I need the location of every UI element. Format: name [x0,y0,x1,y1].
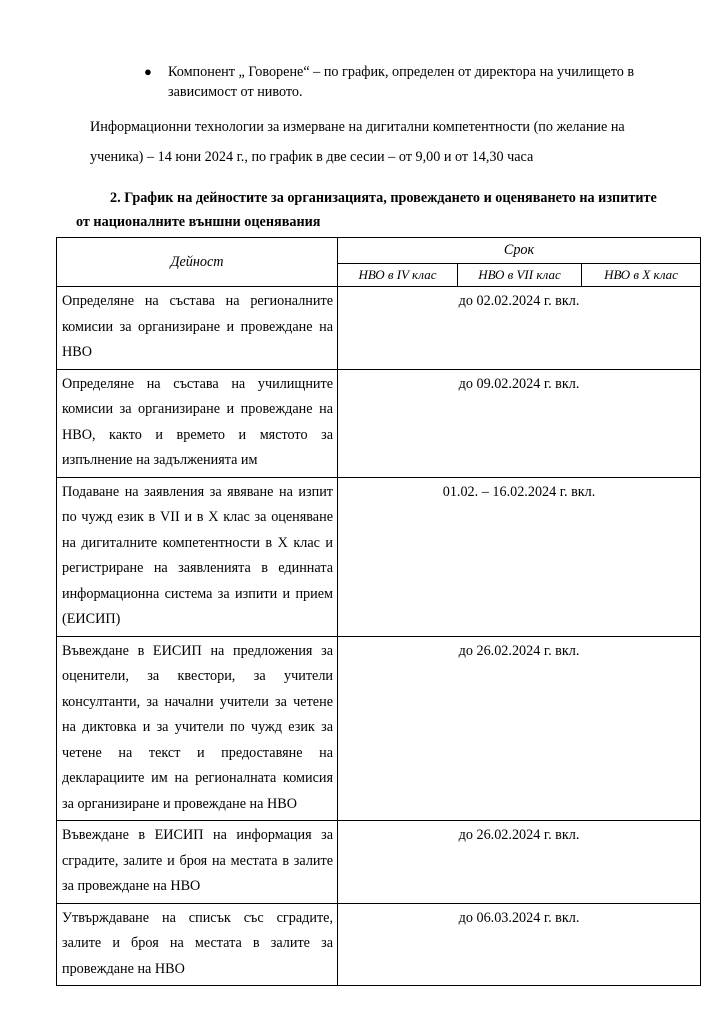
table-row [57,821,701,904]
info-paragraph: Информационни технологии за измерване на дигитални компетентности (по желание на ученика) – 14 юни 2024 г., по график в две сесии – от 9,00 и от 14,30 часа [90,119,625,165]
table-row [57,903,701,986]
bullet-icon: ● [144,64,152,79]
section-heading-line1: 2. График на дейностите за организацията, провеждането и оценяването на изпитите [110,190,657,206]
date-cell: до 26.02.2024 г. вкл. [338,821,701,904]
section-heading [76,186,686,234]
table-row [57,636,701,821]
activity-cell: Въвеждане в ЕИСИП на информация за сградите, залите и броя на местата в залите за провеждане на НВО [57,821,338,904]
header-term: Срок [338,238,701,264]
table-row [57,477,701,636]
schedule-table [56,237,701,986]
date-cell: до 06.03.2024 г. вкл. [338,903,701,986]
activity-cell: Въвеждане в ЕИСИП на предложения за оценители, за квестори, за учители консултанти, за начални учители за четене на диктовка и за учители по чужд език за четене на текст и предоставяне на декларациите им на регионалната комисия за организиране и провеждане на НВО [57,636,338,821]
date-cell: до 02.02.2024 г. вкл. [338,287,701,370]
activity-cell: Подаване на заявления за явяване на изпит по чужд език в VII и в X клас за оценяване на дигиталните компетентности в X клас и регистриране на заявленията в единната информационна система за изпити и прием (ЕИСИП) [57,477,338,636]
date-cell: 01.02. – 16.02.2024 г. вкл. [338,477,701,636]
table-header-row [57,238,701,264]
header-activity: Дейност [57,238,338,287]
subheader-grade-7: НВО в VII клас [458,263,582,286]
table-row [57,287,701,370]
activity-cell: Определяне на състава на училищните комисии за организиране и провеждане на НВО, както и времето и мястото за изпълнение на задълженията им [57,369,338,477]
activity-cell: Утвърждаване на списък със сградите, залите и броя на местата в залите за провеждане на НВО [57,903,338,986]
bullet-item [144,62,668,102]
section-heading-line2: от националните външни оценявания [76,214,321,230]
bullet-text: Компонент „ Говорене“ – по график, определен от директора на училището в зависимост от нивото. [168,64,635,100]
activity-cell: Определяне на състава на регионалните комисии за организиране и провеждане на НВО [57,287,338,370]
subheader-grade-10: НВО в X клас [582,263,701,286]
date-cell: до 09.02.2024 г. вкл. [338,369,701,477]
table-row [57,369,701,477]
date-cell: до 26.02.2024 г. вкл. [338,636,701,821]
subheader-grade-4: НВО в IV клас [338,263,458,286]
